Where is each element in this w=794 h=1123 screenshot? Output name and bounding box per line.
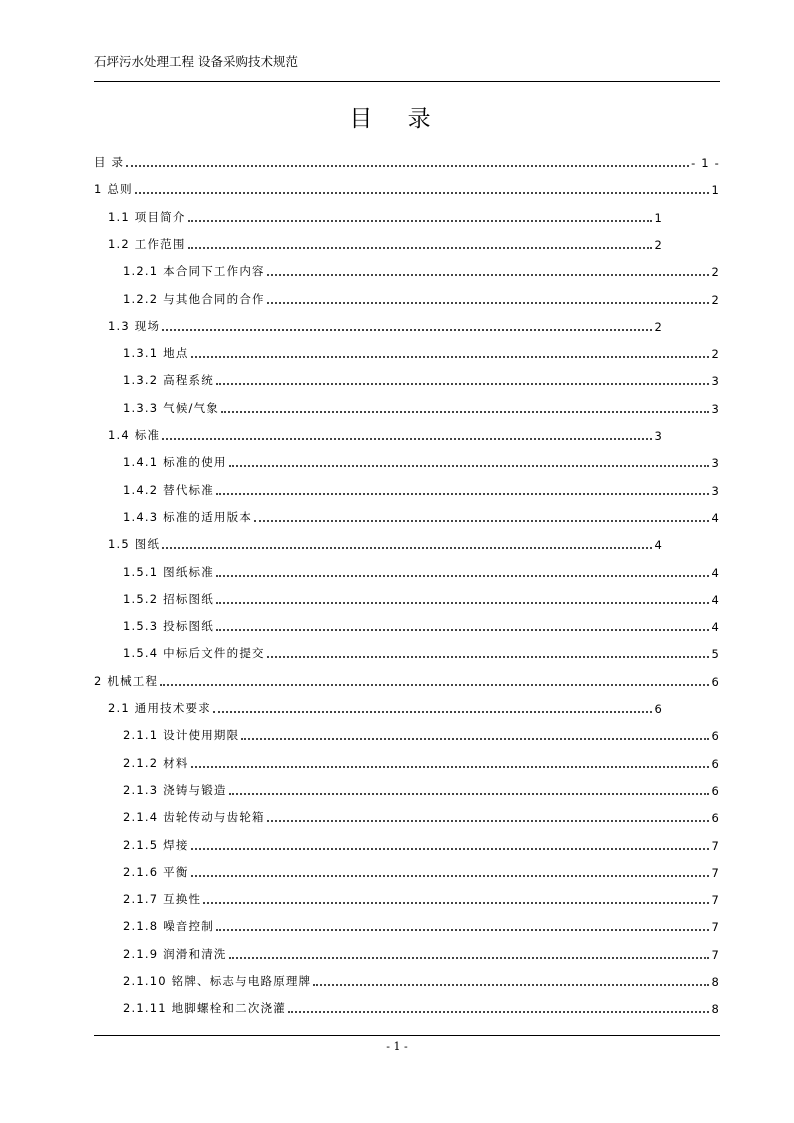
toc-dot-leader <box>216 481 710 495</box>
toc-entry-label: 2.1.2 材料 <box>123 755 189 770</box>
toc-entry-label: 1.2.2 与其他合同的合作 <box>123 291 265 306</box>
toc-entry-label: 1.4.2 替代标准 <box>123 482 214 497</box>
toc-entry-label: 2.1.7 互换性 <box>123 892 202 907</box>
toc-entry-page: 6 <box>711 783 720 798</box>
toc-entry[interactable] <box>94 175 720 197</box>
running-header: 石坪污水处理工程 设备采购技术规范 <box>94 54 298 69</box>
toc-entry-page: 7 <box>711 865 720 880</box>
toc-dot-leader <box>288 1000 710 1014</box>
toc-entry[interactable] <box>108 421 663 443</box>
toc-entry-label: 1.5.2 招标图纸 <box>123 591 214 606</box>
toc-entry[interactable] <box>123 366 720 388</box>
toc-entry-page: 7 <box>711 947 720 962</box>
toc-dot-leader <box>135 181 710 195</box>
toc-entry-page: 2 <box>654 319 663 334</box>
toc-entry-page: 3 <box>711 374 720 389</box>
toc-entry-label: 1.5.4 中标后文件的提交 <box>123 646 265 661</box>
toc-entry-page: 4 <box>711 620 720 635</box>
toc-dot-leader <box>216 590 710 604</box>
toc-entry-page: 6 <box>711 729 720 744</box>
toc-entry-page: 6 <box>654 702 663 716</box>
toc-entry-page: - 1 - <box>691 156 720 170</box>
toc-entry-label: 1.4.1 标准的使用 <box>123 455 227 470</box>
toc-entry[interactable] <box>123 967 720 989</box>
toc-entry-page: 2 <box>711 347 720 362</box>
footer-rule <box>94 1035 720 1036</box>
toc-dot-leader <box>191 754 710 768</box>
toc-entry[interactable] <box>123 940 720 962</box>
toc-dot-leader <box>267 290 710 304</box>
toc-dot-leader <box>126 154 689 168</box>
toc-entry-page: 4 <box>654 538 663 553</box>
toc-dot-leader <box>216 563 710 577</box>
toc-entry[interactable] <box>123 612 720 634</box>
page-number: - 1 - <box>386 1040 408 1053</box>
toc-entry[interactable] <box>94 148 720 170</box>
toc-dot-leader <box>267 645 710 659</box>
toc-entry-page: 3 <box>711 401 720 416</box>
toc-entry-label: 2.1.4 齿轮传动与齿轮箱 <box>123 810 265 825</box>
toc-entry[interactable] <box>123 776 720 798</box>
toc-entry-label: 2.1.1 设计使用期限 <box>123 728 240 743</box>
toc-entry-label: 1.4.3 标准的适用版本 <box>123 509 253 524</box>
toc-entry-label: 1.5.3 投标图纸 <box>123 619 214 634</box>
toc-entry-label: 1.4 标准 <box>108 428 161 442</box>
toc-entry[interactable] <box>123 885 720 907</box>
toc-entry-label: 2.1.6 平衡 <box>123 864 189 879</box>
toc-entry-label: 1.5.1 图纸标准 <box>123 564 214 579</box>
toc-entry-page: 3 <box>711 483 720 498</box>
toc-dot-leader <box>229 945 710 959</box>
toc-entry-page: 8 <box>711 975 720 989</box>
toc-entry-label: 2.1 通用技术要求 <box>108 701 211 715</box>
toc-entry-page: 6 <box>711 674 720 689</box>
toc-entry-label: 1.3.1 地点 <box>123 346 189 361</box>
toc-entry-page: 3 <box>654 429 663 443</box>
toc-entry[interactable] <box>123 285 720 307</box>
toc-entry-page: 8 <box>711 1002 720 1017</box>
toc-entry-label: 2.1.3 浇铸与锻造 <box>123 782 227 797</box>
toc-dot-leader <box>213 700 653 714</box>
page-title: 目 录 <box>349 106 445 132</box>
toc-dot-leader <box>162 536 652 550</box>
toc-entry-page: 4 <box>711 592 720 607</box>
toc-entry[interactable] <box>123 339 720 361</box>
toc-entry-label: 2.1.9 润滑和清洗 <box>123 946 227 961</box>
toc-entry-page: 1 <box>711 183 720 198</box>
toc-entry[interactable] <box>123 803 720 825</box>
toc-dot-leader <box>216 918 710 932</box>
toc-entry-label: 1.3.3 气候/气象 <box>123 400 219 415</box>
toc-entry-page: 2 <box>654 237 663 252</box>
toc-entry-label: 2.1.10 铭牌、标志与电路原理牌 <box>123 974 312 988</box>
toc-entry-label: 2.1.8 噪音控制 <box>123 919 214 934</box>
toc-entry[interactable] <box>94 667 720 689</box>
toc-entry[interactable] <box>108 230 663 252</box>
toc-entry-page: 7 <box>711 893 720 908</box>
toc-dot-leader <box>191 836 710 850</box>
toc-entry-page: 7 <box>711 920 720 935</box>
toc-entry-page: 1 <box>654 210 663 225</box>
toc-entry-page: 6 <box>711 811 720 826</box>
toc-dot-leader <box>160 672 709 686</box>
toc-dot-leader <box>241 727 709 741</box>
toc-dot-leader <box>254 508 709 522</box>
toc-entry-label: 1.3 现场 <box>108 318 161 333</box>
header-rule <box>94 81 720 82</box>
toc-dot-leader <box>188 235 653 249</box>
toc-entry[interactable] <box>123 394 720 416</box>
toc-entry[interactable] <box>123 558 720 580</box>
toc-entry-page: 5 <box>711 647 720 662</box>
toc-dot-leader <box>162 427 652 441</box>
toc-dot-leader <box>229 454 710 468</box>
toc-entry-label: 1.5 图纸 <box>108 537 161 552</box>
toc-dot-leader <box>221 399 709 413</box>
toc-dot-leader <box>162 317 652 331</box>
toc-entry-page: 7 <box>711 838 720 853</box>
toc-entry[interactable] <box>123 503 720 525</box>
toc-entry-label: 1.3.2 高程系统 <box>123 373 214 388</box>
toc-dot-leader <box>313 973 709 987</box>
toc-entry[interactable] <box>123 749 720 771</box>
toc-entry-label: 1.1 项目简介 <box>108 209 186 224</box>
toc-entry[interactable] <box>123 476 720 498</box>
toc-entry-page: 3 <box>711 456 720 471</box>
toc-entry-page: 2 <box>711 292 720 307</box>
toc-dot-leader <box>191 863 710 877</box>
toc-entry-page: 4 <box>711 510 720 525</box>
toc-dot-leader <box>191 345 710 359</box>
toc-entry-label: 1.2.1 本合同下工作内容 <box>123 264 265 279</box>
toc-entry-label: 目 录 <box>94 155 125 169</box>
toc-entry-page: 6 <box>711 756 720 771</box>
toc-dot-leader <box>267 263 710 277</box>
toc-entry-label: 1 总则 <box>94 182 133 197</box>
toc-dot-leader <box>216 372 710 386</box>
toc-entry[interactable] <box>123 912 720 934</box>
toc-dot-leader <box>203 891 709 905</box>
toc-entry[interactable] <box>123 858 720 880</box>
toc-entry-page: 2 <box>711 265 720 280</box>
toc-dot-leader <box>188 208 653 222</box>
toc-entry-label: 2 机械工程 <box>94 673 159 688</box>
toc-entry[interactable] <box>123 831 720 853</box>
toc-entry[interactable] <box>123 448 720 470</box>
toc-entry-label: 2.1.5 焊接 <box>123 837 189 852</box>
toc-entry-label: 2.1.11 地脚螺栓和二次浇灌 <box>123 1001 286 1016</box>
toc-dot-leader <box>267 809 710 823</box>
toc-entry[interactable] <box>123 994 720 1016</box>
toc-entry[interactable] <box>123 639 720 661</box>
toc-entry-page: 4 <box>711 565 720 580</box>
toc-dot-leader <box>229 781 710 795</box>
toc-entry[interactable] <box>123 257 720 279</box>
toc-entry-label: 1.2 工作范围 <box>108 236 186 251</box>
toc-entry[interactable] <box>108 694 663 716</box>
toc-entry[interactable] <box>108 312 663 334</box>
toc-dot-leader <box>216 618 710 632</box>
toc-entry[interactable] <box>123 585 720 607</box>
toc-entry[interactable] <box>108 203 663 225</box>
toc-entry[interactable] <box>108 530 663 552</box>
toc-entry[interactable] <box>123 721 720 743</box>
